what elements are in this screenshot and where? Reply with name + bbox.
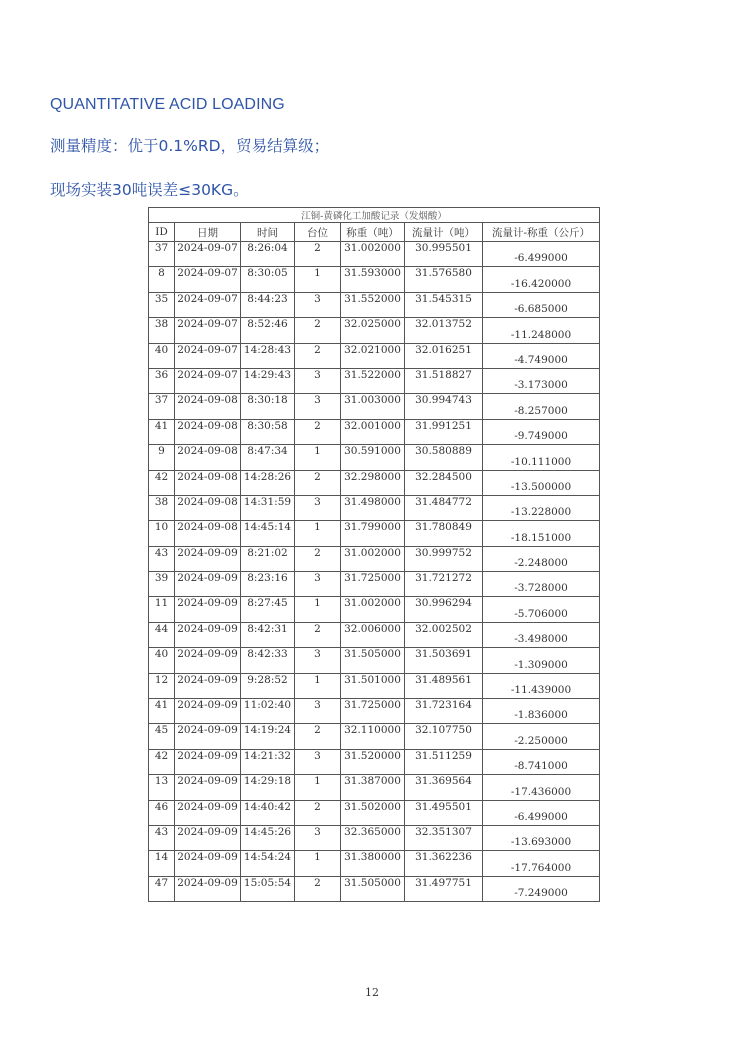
- cell-id: 44: [149, 622, 175, 647]
- cell-difference: -6.499000: [483, 242, 600, 267]
- cell-station: 2: [295, 419, 341, 444]
- cell-flowmeter: 31.780849: [405, 521, 483, 546]
- cell-time: 8:27:45: [241, 597, 295, 622]
- cell-date: 2024-09-09: [175, 851, 241, 876]
- cell-station: 2: [295, 343, 341, 368]
- cell-date: 2024-09-09: [175, 800, 241, 825]
- cell-station: 2: [295, 242, 341, 267]
- cell-weighing: 32.001000: [341, 419, 405, 444]
- cell-station: 3: [295, 825, 341, 850]
- cell-flowmeter: 30.995501: [405, 242, 483, 267]
- table-row: [149, 572, 600, 597]
- table-row: [149, 749, 600, 774]
- cell-date: 2024-09-07: [175, 242, 241, 267]
- cell-difference: -18.151000: [483, 521, 600, 546]
- table-row: [149, 876, 600, 901]
- cell-weighing: 31.522000: [341, 368, 405, 393]
- cell-difference: -2.250000: [483, 724, 600, 749]
- table-row: [149, 394, 600, 419]
- page-heading: QUANTITATIVE ACID LOADING: [50, 96, 285, 113]
- cell-flowmeter: 31.484772: [405, 495, 483, 520]
- cell-id: 11: [149, 597, 175, 622]
- cell-time: 8:47:34: [241, 445, 295, 470]
- table-row: [149, 368, 600, 393]
- cell-id: 40: [149, 343, 175, 368]
- cell-id: 37: [149, 394, 175, 419]
- cell-station: 3: [295, 749, 341, 774]
- cell-time: 8:26:04: [241, 242, 295, 267]
- cell-id: 38: [149, 318, 175, 343]
- cell-flowmeter: 30.996294: [405, 597, 483, 622]
- cell-time: 9:28:52: [241, 673, 295, 698]
- cell-weighing: 31.505000: [341, 876, 405, 901]
- table-row: [149, 597, 600, 622]
- cell-difference: -10.111000: [483, 445, 600, 470]
- cell-date: 2024-09-09: [175, 749, 241, 774]
- table-row: [149, 775, 600, 800]
- cell-flowmeter: 31.362236: [405, 851, 483, 876]
- cell-station: 1: [295, 597, 341, 622]
- cell-weighing: 31.387000: [341, 775, 405, 800]
- cell-id: 12: [149, 673, 175, 698]
- cell-date: 2024-09-09: [175, 622, 241, 647]
- cell-date: 2024-09-09: [175, 648, 241, 673]
- cell-id: 10: [149, 521, 175, 546]
- cell-id: 43: [149, 825, 175, 850]
- cell-id: 47: [149, 876, 175, 901]
- cell-id: 13: [149, 775, 175, 800]
- cell-weighing: 31.502000: [341, 800, 405, 825]
- cell-flowmeter: 31.511259: [405, 749, 483, 774]
- page-number: 12: [365, 986, 379, 999]
- cell-flowmeter: 31.721272: [405, 572, 483, 597]
- cell-flowmeter: 32.284500: [405, 470, 483, 495]
- cell-date: 2024-09-08: [175, 495, 241, 520]
- cell-difference: -9.749000: [483, 419, 600, 444]
- cell-date: 2024-09-07: [175, 368, 241, 393]
- column-header-station: 台位: [295, 223, 341, 242]
- cell-difference: -1.309000: [483, 648, 600, 673]
- cell-difference: -1.836000: [483, 699, 600, 724]
- table-row: [149, 343, 600, 368]
- cell-id: 43: [149, 546, 175, 571]
- cell-station: 2: [295, 876, 341, 901]
- cell-time: 8:42:33: [241, 648, 295, 673]
- cell-time: 11:02:40: [241, 699, 295, 724]
- cell-station: 2: [295, 318, 341, 343]
- cell-weighing: 31.799000: [341, 521, 405, 546]
- cell-id: 42: [149, 749, 175, 774]
- cell-time: 14:21:32: [241, 749, 295, 774]
- cell-difference: -7.249000: [483, 876, 600, 901]
- cell-difference: -13.500000: [483, 470, 600, 495]
- cell-station: 1: [295, 673, 341, 698]
- cell-id: 36: [149, 368, 175, 393]
- cell-weighing: 32.110000: [341, 724, 405, 749]
- column-header-date: 日期: [175, 223, 241, 242]
- cell-time: 14:29:18: [241, 775, 295, 800]
- cell-date: 2024-09-09: [175, 699, 241, 724]
- cell-station: 2: [295, 622, 341, 647]
- cell-difference: -8.257000: [483, 394, 600, 419]
- cell-date: 2024-09-07: [175, 267, 241, 292]
- cell-weighing: 31.002000: [341, 546, 405, 571]
- table-row: [149, 673, 600, 698]
- cell-date: 2024-09-09: [175, 724, 241, 749]
- cell-difference: -3.173000: [483, 368, 600, 393]
- cell-difference: -11.439000: [483, 673, 600, 698]
- cell-difference: -17.764000: [483, 851, 600, 876]
- cell-weighing: 31.501000: [341, 673, 405, 698]
- cell-difference: -13.228000: [483, 495, 600, 520]
- table-row: [149, 825, 600, 850]
- table-body: [149, 242, 600, 902]
- cell-time: 8:42:31: [241, 622, 295, 647]
- cell-weighing: 31.552000: [341, 292, 405, 317]
- cell-date: 2024-09-09: [175, 546, 241, 571]
- table-row: [149, 495, 600, 520]
- cell-station: 3: [295, 648, 341, 673]
- cell-station: 3: [295, 699, 341, 724]
- cell-date: 2024-09-08: [175, 394, 241, 419]
- cell-flowmeter: 31.723164: [405, 699, 483, 724]
- table-row: [149, 470, 600, 495]
- cell-weighing: 30.591000: [341, 445, 405, 470]
- cell-weighing: 32.298000: [341, 470, 405, 495]
- cell-flowmeter: 32.107750: [405, 724, 483, 749]
- cell-weighing: 31.520000: [341, 749, 405, 774]
- cell-time: 14:19:24: [241, 724, 295, 749]
- cell-id: 41: [149, 419, 175, 444]
- spec-line-field-error: 现场实装30吨误差≤30KG。: [50, 181, 249, 199]
- cell-date: 2024-09-09: [175, 825, 241, 850]
- cell-id: 41: [149, 699, 175, 724]
- cell-id: 42: [149, 470, 175, 495]
- cell-time: 8:21:02: [241, 546, 295, 571]
- cell-difference: -8.741000: [483, 749, 600, 774]
- cell-id: 9: [149, 445, 175, 470]
- cell-time: 14:31:59: [241, 495, 295, 520]
- cell-station: 2: [295, 800, 341, 825]
- cell-flowmeter: 31.576580: [405, 267, 483, 292]
- cell-station: 3: [295, 292, 341, 317]
- cell-weighing: 31.002000: [341, 242, 405, 267]
- cell-id: 8: [149, 267, 175, 292]
- cell-id: 37: [149, 242, 175, 267]
- table-row: [149, 800, 600, 825]
- cell-difference: -6.685000: [483, 292, 600, 317]
- cell-date: 2024-09-08: [175, 470, 241, 495]
- cell-flowmeter: 32.013752: [405, 318, 483, 343]
- table-row: [149, 546, 600, 571]
- cell-difference: -4.749000: [483, 343, 600, 368]
- spec-line-accuracy: 测量精度：优于0.1%RD，贸易结算级；: [50, 137, 330, 155]
- table-title: 江铜-黄磷化工加酸记录（发烟酸）: [149, 208, 600, 223]
- table-row: [149, 445, 600, 470]
- cell-station: 3: [295, 572, 341, 597]
- cell-flowmeter: 32.351307: [405, 825, 483, 850]
- cell-difference: -17.436000: [483, 775, 600, 800]
- cell-difference: -11.248000: [483, 318, 600, 343]
- cell-time: 14:45:14: [241, 521, 295, 546]
- table-row: [149, 318, 600, 343]
- cell-station: 1: [295, 521, 341, 546]
- cell-flowmeter: 30.994743: [405, 394, 483, 419]
- cell-date: 2024-09-07: [175, 292, 241, 317]
- cell-date: 2024-09-09: [175, 597, 241, 622]
- cell-date: 2024-09-09: [175, 775, 241, 800]
- table-row: [149, 419, 600, 444]
- cell-station: 2: [295, 470, 341, 495]
- cell-weighing: 32.021000: [341, 343, 405, 368]
- cell-flowmeter: 31.369564: [405, 775, 483, 800]
- acid-loading-record-table: [148, 207, 600, 902]
- cell-time: 14:28:26: [241, 470, 295, 495]
- table-row: [149, 292, 600, 317]
- cell-date: 2024-09-08: [175, 445, 241, 470]
- cell-weighing: 31.498000: [341, 495, 405, 520]
- cell-id: 45: [149, 724, 175, 749]
- cell-flowmeter: 31.991251: [405, 419, 483, 444]
- column-header-time: 时间: [241, 223, 295, 242]
- cell-time: 15:05:54: [241, 876, 295, 901]
- cell-flowmeter: 31.518827: [405, 368, 483, 393]
- cell-flowmeter: 31.495501: [405, 800, 483, 825]
- cell-flowmeter: 31.503691: [405, 648, 483, 673]
- cell-station: 1: [295, 267, 341, 292]
- cell-difference: -6.499000: [483, 800, 600, 825]
- column-header-weighing: 称重（吨）: [341, 223, 405, 242]
- cell-weighing: 31.725000: [341, 699, 405, 724]
- table-row: [149, 724, 600, 749]
- cell-date: 2024-09-07: [175, 318, 241, 343]
- column-header-flowmeter: 流量计（吨）: [405, 223, 483, 242]
- cell-weighing: 31.593000: [341, 267, 405, 292]
- cell-id: 35: [149, 292, 175, 317]
- cell-weighing: 31.002000: [341, 597, 405, 622]
- cell-time: 8:52:46: [241, 318, 295, 343]
- cell-date: 2024-09-07: [175, 343, 241, 368]
- cell-station: 2: [295, 724, 341, 749]
- cell-weighing: 31.003000: [341, 394, 405, 419]
- cell-weighing: 32.006000: [341, 622, 405, 647]
- cell-station: 2: [295, 546, 341, 571]
- cell-station: 1: [295, 851, 341, 876]
- cell-id: 39: [149, 572, 175, 597]
- cell-time: 14:45:26: [241, 825, 295, 850]
- cell-station: 3: [295, 495, 341, 520]
- cell-weighing: 32.025000: [341, 318, 405, 343]
- cell-time: 14:54:24: [241, 851, 295, 876]
- cell-id: 14: [149, 851, 175, 876]
- cell-time: 14:28:43: [241, 343, 295, 368]
- table-row: [149, 267, 600, 292]
- cell-flowmeter: 31.489561: [405, 673, 483, 698]
- cell-time: 8:23:16: [241, 572, 295, 597]
- column-header-difference: 流量计-称重（公斤）: [483, 223, 600, 242]
- table-row: [149, 699, 600, 724]
- cell-difference: -2.248000: [483, 546, 600, 571]
- cell-station: 3: [295, 394, 341, 419]
- table-row: [149, 521, 600, 546]
- cell-difference: -16.420000: [483, 267, 600, 292]
- cell-date: 2024-09-09: [175, 876, 241, 901]
- cell-weighing: 32.365000: [341, 825, 405, 850]
- cell-date: 2024-09-08: [175, 419, 241, 444]
- cell-station: 1: [295, 775, 341, 800]
- cell-weighing: 31.505000: [341, 648, 405, 673]
- cell-flowmeter: 32.016251: [405, 343, 483, 368]
- cell-time: 14:40:42: [241, 800, 295, 825]
- cell-time: 8:30:05: [241, 267, 295, 292]
- cell-flowmeter: 30.999752: [405, 546, 483, 571]
- cell-flowmeter: 32.002502: [405, 622, 483, 647]
- table-row: [149, 851, 600, 876]
- column-header-id: ID: [149, 223, 175, 242]
- cell-time: 8:30:58: [241, 419, 295, 444]
- cell-time: 8:44:23: [241, 292, 295, 317]
- cell-weighing: 31.725000: [341, 572, 405, 597]
- cell-difference: -13.693000: [483, 825, 600, 850]
- cell-flowmeter: 31.545315: [405, 292, 483, 317]
- cell-station: 1: [295, 445, 341, 470]
- cell-difference: -3.498000: [483, 622, 600, 647]
- cell-date: 2024-09-08: [175, 521, 241, 546]
- cell-station: 3: [295, 368, 341, 393]
- cell-time: 8:30:18: [241, 394, 295, 419]
- cell-difference: -3.728000: [483, 572, 600, 597]
- table-row: [149, 242, 600, 267]
- cell-id: 38: [149, 495, 175, 520]
- cell-weighing: 31.380000: [341, 851, 405, 876]
- cell-time: 14:29:43: [241, 368, 295, 393]
- cell-flowmeter: 31.497751: [405, 876, 483, 901]
- cell-date: 2024-09-09: [175, 572, 241, 597]
- table-row: [149, 648, 600, 673]
- cell-id: 46: [149, 800, 175, 825]
- cell-flowmeter: 30.580889: [405, 445, 483, 470]
- cell-difference: -5.706000: [483, 597, 600, 622]
- table-row: [149, 622, 600, 647]
- cell-date: 2024-09-09: [175, 673, 241, 698]
- cell-id: 40: [149, 648, 175, 673]
